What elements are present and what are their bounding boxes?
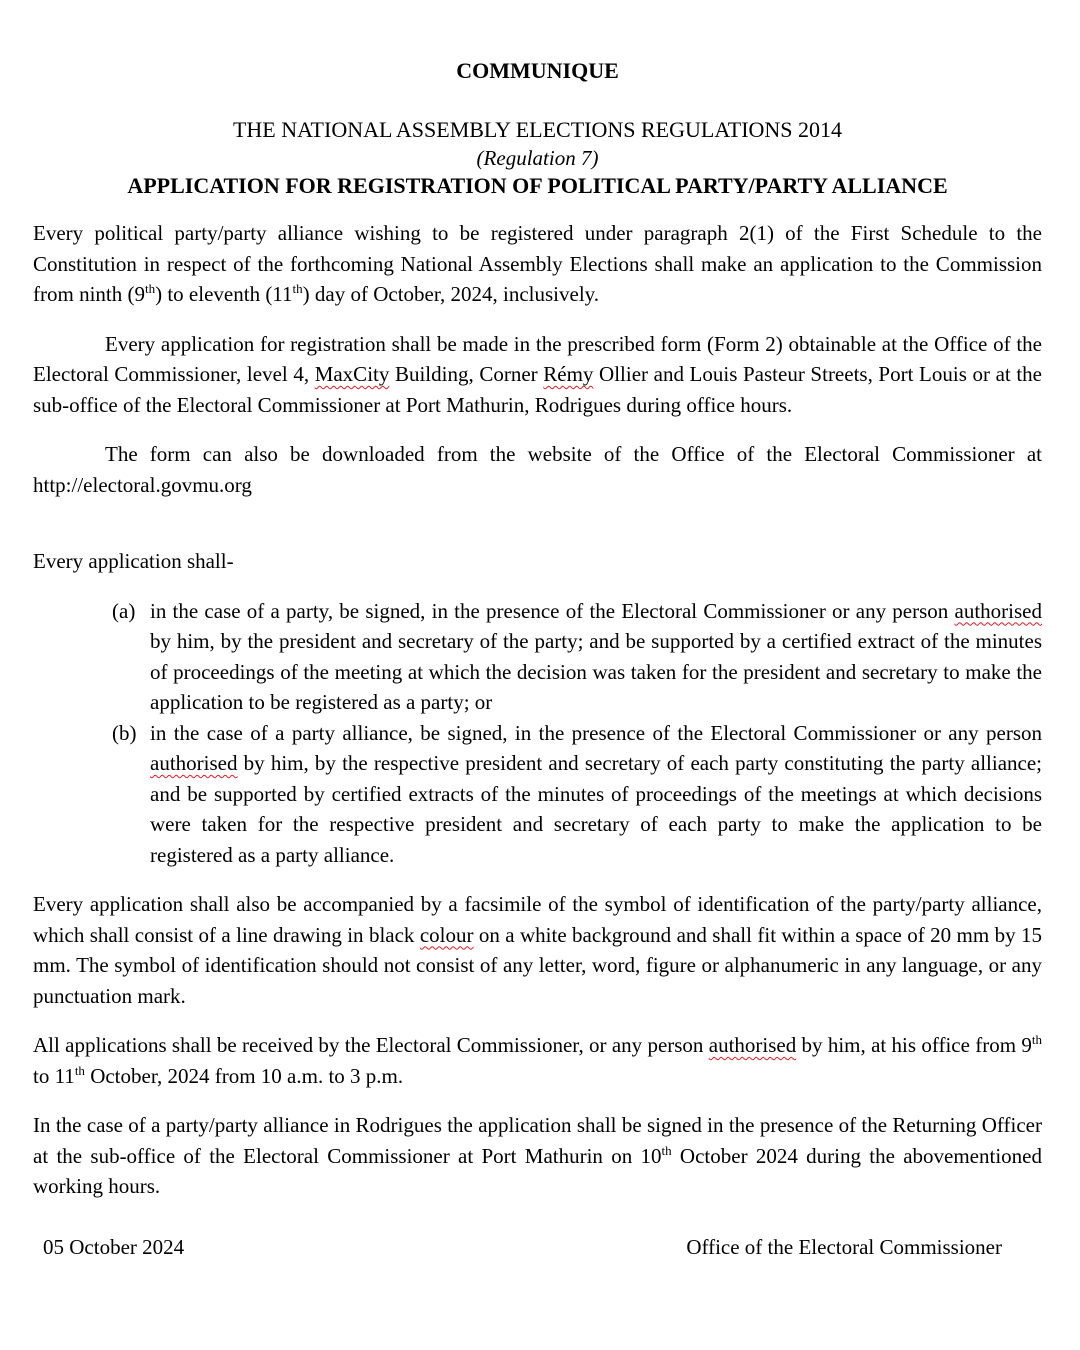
paragraph-eligibility: Every political party/party alliance wishing to be registered under paragraph 2(1) of the First Schedule to the Constitution in respect of the forthcoming National Assembly Elections shall make an application to the Commission from ninth (9th) to eleventh (11th) day of October, 2024, inclusively.: [33, 221, 1042, 306]
list-intro-line: Every application shall-: [33, 549, 234, 573]
requirements-list: [33, 596, 1042, 871]
list-marker-a: (a): [112, 598, 136, 623]
list-item-a: [112, 596, 1042, 718]
list-marker-b: (b): [112, 720, 137, 745]
paragraph-symbol-requirements: Every application shall also be accompanied by a facsimile of the symbol of identification of the party/party alliance, which shall consist of a line drawing in black colour on a white background and shall fit within a space of 20 mm by 15 mm. The symbol of identification should not consist of any letter, word, figure or alphanumeric in any language, or any punctuation mark.: [33, 892, 1042, 1008]
footer-date: 05 October 2024: [43, 1234, 185, 1259]
list-item-b: [112, 718, 1042, 871]
list-item-b-text: in the case of a party alliance, be signed, in the presence of the Electoral Commissioner or any person authorised by him, by the respective president and secretary of each party constituting the party alliance; and be supported by certified extracts of the minutes of proceedings of the meetings at which decisions were taken for the respective president and secretary of each party to make the application to be registered as a party alliance.: [150, 720, 1042, 867]
paragraph-prescribed-form: Every application for registration shall be made in the prescribed form (Form 2) obtainable at the Office of the Electoral Commissioner, level 4, MaxCity Building, Corner Rémy Ollier and Louis Pasteur Streets, Port Louis or at the sub-office of the Electoral Commissioner at Port Mathurin, Rodrigues during office hours.: [33, 331, 1043, 417]
list-item-a-text: in the case of a party, be signed, in the presence of the Electoral Commissioner or any person authorised by him, by the president and secretary of the party; and be supported by a certified extract of the minutes of proceedings of the meeting at which the decision was taken for the president and secretary to make the application to be registered as a party; or: [150, 598, 1042, 714]
footer: [33, 1232, 1042, 1263]
doc-subtitle: THE NATIONAL ASSEMBLY ELECTIONS REGULATIONS 2014: [232, 117, 843, 142]
footer-office: Office of the Electoral Commissioner: [686, 1234, 1002, 1259]
page-title: COMMUNIQUE: [456, 58, 619, 83]
paragraph-website-download: The form can also be downloaded from the website of the Office of the Electoral Commissioner at http://electoral.govmu.org: [33, 442, 1042, 497]
regulation-line: (Regulation 7): [476, 146, 599, 170]
paragraph-rodrigues: In the case of a party/party alliance in Rodrigues the application shall be signed in the presence of the Returning Officer at the sub-office of the Electoral Commissioner at Port Mathurin on 10th October 2024 during the abovementioned working hours.: [33, 1113, 1042, 1198]
paragraph-reception-hours: All applications shall be received by the Electoral Commissioner, or any person authorised by him, at his office from 9th to 11th October, 2024 from 10 a.m. to 3 p.m.: [33, 1032, 1042, 1088]
doc-heading: APPLICATION FOR REGISTRATION OF POLITICAL PARTY/PARTY ALLIANCE: [127, 173, 948, 198]
heading-block: [33, 116, 1042, 200]
